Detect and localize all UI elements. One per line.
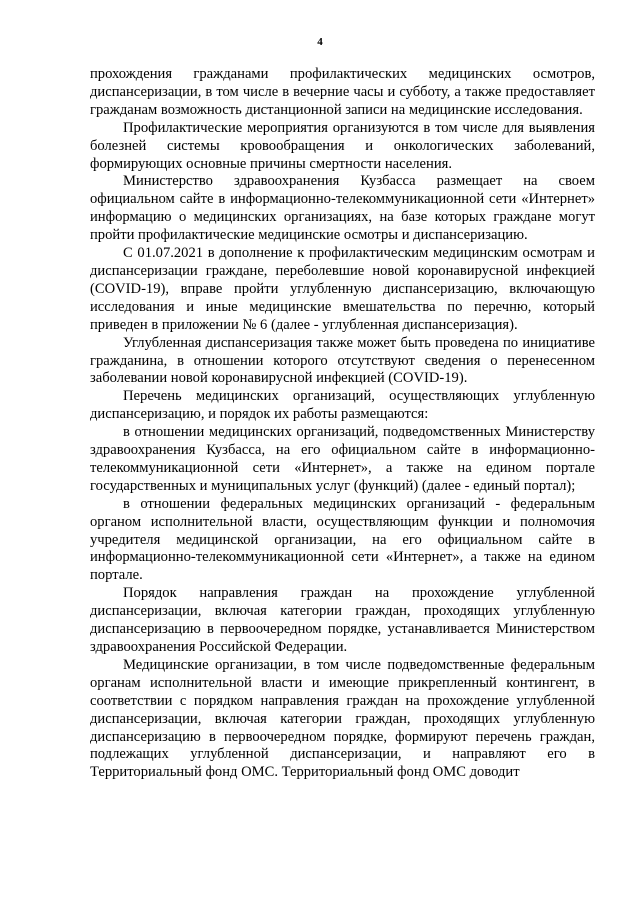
paragraph-medical-organizations: Медицинские организации, в том числе подведомственные федеральным органам исполнительной власти и имеющие прикрепленный контингент, в соответствии с порядком направления граждан на прохождение углубленной диспансеризации, включая категории граждан, проходящих углубленную диспансеризацию в первоочередном порядке, формируют перечень граждан, подлежащих углубленной диспансеризации, и направляют его в Территориальный фонд ОМС. Территориальный фонд ОМС доводит [90,656,595,781]
paragraph-continuation: прохождения гражданами профилактических медицинских осмотров, диспансеризации, в том числе в вечерние часы и субботу, а также предоставляет гражданам возможность дистанционной записи на медицинские исследования. [90,66,595,118]
page-number: 4 [317,36,323,48]
paragraph-preventive-measures: Профилактические мероприятия организуются в том числе для выявления болезней системы кровообращения и онкологических заболеваний, формирующих основные причины смертности населения. [90,119,595,172]
paragraph-federal-organizations: в отношении федеральных медицинских организаций - федеральным органом исполнительной власти, осуществляющим функции и полномочия учредителя медицинской организации, на его официальном сайте в информационно-телекоммуникационной сети «Интернет», а также на едином портале. [90,495,595,584]
paragraph-citizen-initiative: Углубленная диспансеризация также может быть проведена по инициативе гражданина, в отношении которого отсутствуют сведения о перенесенном заболевании новой коронавирусной инфекцией (COVID-19). [90,334,595,387]
document-body [90,66,595,782]
paragraph-ministry-website: Министерство здравоохранения Кузбасса размещает на своем официальном сайте в информационно-телекоммуникационной сети «Интернет» информацию о медицинских организациях, на базе которых граждане могут пройти профилактические медицинские осмотры и диспансеризацию. [90,173,595,244]
paragraph-referral-procedure: Порядок направления граждан на прохождение углубленной диспансеризации, включая категории граждан, проходящих углубленную диспансеризацию в первоочередном порядке, устанавливается Министерством здравоохранения Российской Федерации. [90,585,595,655]
paragraph-regional-organizations: в отношении медицинских организаций, подведомственных Министерству здравоохранения Кузбасса, на его официальном сайте в информационно-телекоммуникационной сети «Интернет», а также на едином портале государственных и муниципальных услуг (функций) (далее - единый портал); [90,424,595,494]
paragraph-in-depth-start: С 01.07.2021 в дополнение к профилактическим медицинским осмотрам и диспансеризации граждане, переболевшие новой коронавирусной инфекцией (COVID-19), вправе пройти углубленную диспансеризацию, включающую исследования и иные медицинские вмешательства по перечню, который приведен в приложении № 6 (далее - углубленная диспансеризация). [90,245,595,333]
paragraph-organizations-list: Перечень медицинских организаций, осуществляющих углубленную диспансеризацию, и порядок их работы размещаются: [90,388,595,423]
